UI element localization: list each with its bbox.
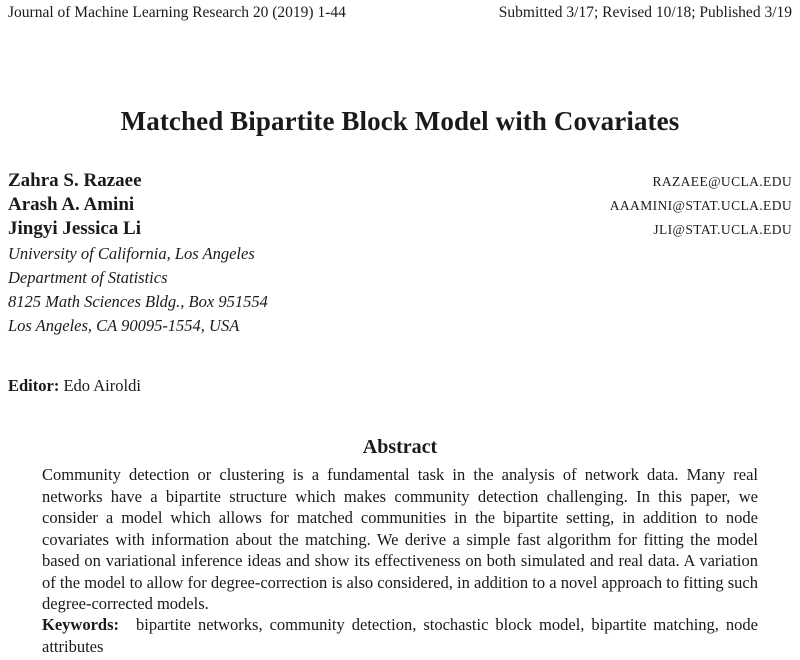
keywords-label: Keywords: <box>42 615 119 634</box>
author-email-2: AAAMINI@STAT.UCLA.EDU <box>609 198 792 213</box>
editor-name: Edo Airoldi <box>63 376 141 395</box>
author-email-1: RAZAEE@UCLA.EDU <box>652 174 792 189</box>
author-name-1: Zahra S. Razaee <box>8 170 142 191</box>
affiliation-city: Los Angeles, CA 90095-1554, USA <box>8 316 240 335</box>
affiliation-university: University of California, Los Angeles <box>8 244 255 263</box>
journal-header: Journal of Machine Learning Research 20 (2019) 1-44 <box>8 4 346 21</box>
publication-dates: Submitted 3/17; Revised 10/18; Published 3/19 <box>498 4 792 21</box>
abstract-body: Community detection or clustering is a fundamental task in the analysis of network data. Many real networks have a bipartite structure which makes community detection challenging. In this paper, we consider a model which allows for matched communities in the bipartite setting, in addition to node covariates with information about the matching. We derive a simple fast algorithm for fitting the model based on variational inference ideas and show its effectiveness on both simulated and real data. A variation of the model to allow for degree-correction is also considered, in addition to a novel approach to fitting such degree-corrected models. <box>42 465 758 613</box>
paper-title: Matched Bipartite Block Model with Covariates <box>120 106 680 136</box>
affiliation-building: 8125 Math Sciences Bldg., Box 951554 <box>8 292 268 311</box>
affiliation-department: Department of Statistics <box>8 268 168 287</box>
keywords-text: bipartite networks, community detection, stochastic block model, bipartite matching, node attributes <box>42 615 758 656</box>
editor-line <box>8 376 141 396</box>
author-email-3: JLI@STAT.UCLA.EDU <box>653 222 792 237</box>
editor-label: Editor: <box>8 376 60 395</box>
abstract-heading: Abstract <box>362 436 438 458</box>
keywords-line <box>42 614 758 657</box>
author-name-3: Jingyi Jessica Li <box>8 218 142 239</box>
author-name-2: Arash A. Amini <box>8 194 135 215</box>
